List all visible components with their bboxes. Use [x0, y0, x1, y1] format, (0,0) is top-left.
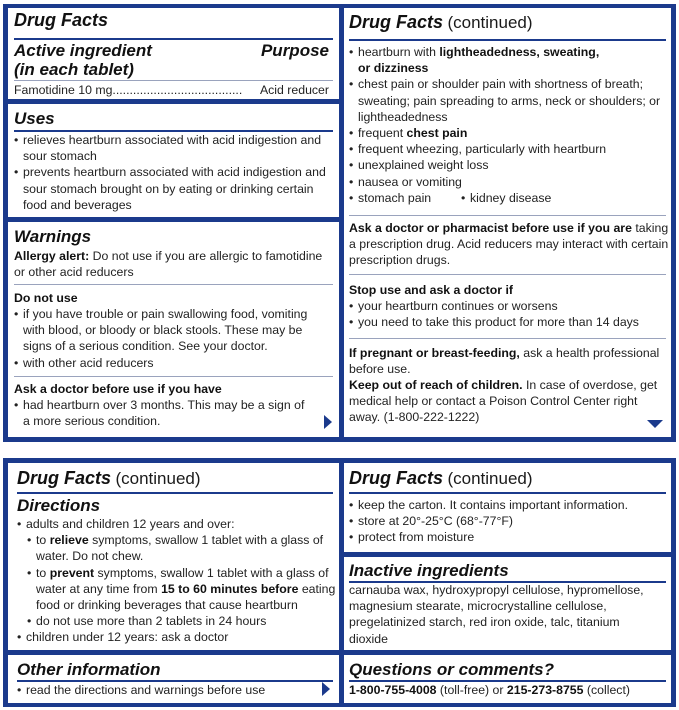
allergy-alert-label: Allergy alert: — [14, 249, 90, 263]
do-not-use-item: • with other acid reducers — [14, 355, 330, 371]
drug-facts-title: Drug Facts — [349, 468, 444, 488]
questions-card — [344, 655, 671, 703]
warning-item: • kidney disease — [461, 190, 551, 206]
pregnancy-warning: If pregnant or breast-feeding, ask a health professional before use. — [349, 346, 660, 377]
inactive-ingredients-text: carnauba wax, hydroxypropyl cellulose, hypromellose, magnesium stearate, microcrystalline cellulose, pregelatinized starch, red iron oxide, talc, titanium dioxide — [349, 583, 644, 646]
warning-item-pair — [349, 190, 667, 206]
inactive-ingredients-card — [344, 557, 671, 650]
warning-item: • chest pain or shoulder pain with shortness of breath; sweating; pain spreading to arms, neck or shoulders; or lightheadedness — [349, 76, 667, 125]
divider — [349, 274, 666, 275]
ask-doctor-heading: Ask a doctor before use if you have — [14, 382, 222, 396]
continued-label: (continued) — [115, 469, 201, 488]
warnings-card — [8, 222, 339, 437]
warning-item: • stomach pain — [349, 190, 461, 206]
continued-label: (continued) — [447, 13, 533, 32]
uses-card — [8, 104, 339, 217]
top-left-header-card — [8, 8, 339, 99]
uses-item: • prevents heartburn associated with acid indigestion and sour stomach brought on by eating or drinking certain food and beverages — [14, 164, 334, 213]
stop-use-heading: Stop use and ask a doctor if — [349, 283, 513, 297]
keep-out-of-reach: Keep out of reach of children. In case of overdose, get medical help or contact a Poison Control Center right away. (1-800-222-1222) — [349, 378, 658, 425]
directions-heading: Directions — [17, 496, 101, 515]
storage-item: • store at 20°-25°C (68°-77°F) — [349, 513, 667, 529]
divider — [17, 492, 333, 494]
drug-facts-title: Drug Facts — [349, 12, 444, 32]
directions-subitem: • to relieve symptoms, swallow 1 tablet with a glass of water. Do not chew. — [17, 532, 337, 564]
do-not-use-heading: Do not use — [14, 291, 78, 305]
other-information-item: • read the directions and warnings before use — [17, 682, 317, 698]
divider — [14, 284, 333, 285]
continue-arrow-icon — [322, 682, 330, 696]
ingredient-name: Famotidine 10 mg...................................... — [14, 83, 243, 97]
drug-facts-title: Drug Facts — [14, 10, 109, 30]
ask-pharmacist: Ask a doctor or pharmacist before use if you are taking a prescription drug. Acid reducers may interact with certain prescription drugs. — [349, 221, 669, 268]
warning-item: • frequent chest pain — [349, 125, 667, 141]
continue-arrow-icon — [647, 420, 663, 428]
storage-card — [344, 463, 671, 552]
questions-heading: Questions or comments? — [349, 660, 554, 679]
allergy-alert-text: Do not use if you are allergic to famotidine or other acid reducers — [14, 249, 323, 280]
warning-item: • unexplained weight loss — [349, 157, 667, 173]
directions-item: • children under 12 years: ask a doctor — [17, 629, 337, 645]
continued-label: (continued) — [447, 469, 533, 488]
do-not-use-item: • if you have trouble or pain swallowing food, vomiting with blood, or bloody or black stools. These may be signs of a serious condition. See your doctor. — [14, 306, 330, 355]
warning-item: • heartburn with lightheadedness, sweating, — [349, 44, 667, 60]
directions-item: • adults and children 12 years and over: — [17, 516, 337, 532]
directions-card — [8, 463, 339, 650]
active-ingredient-heading: Active ingredient — [14, 41, 152, 60]
divider — [349, 492, 666, 494]
divider — [349, 338, 666, 339]
ask-doctor-item: • had heartburn over 3 months. This may be a sign of a more serious condition. — [14, 397, 314, 429]
drug-facts-title: Drug Facts — [17, 468, 112, 488]
uses-item: • relieves heartburn associated with acid indigestion and sour stomach — [14, 132, 334, 164]
divider — [349, 39, 666, 41]
storage-item: • keep the carton. It contains important information. — [349, 497, 667, 513]
directions-subitem: • to prevent symptoms, swallow 1 tablet with a glass of water at any time from 15 to 60 minutes before eating food or drinking beverages that cause heartburn — [17, 565, 337, 614]
directions-subitem: • do not use more than 2 tablets in 24 hours — [17, 613, 337, 629]
warning-item-continued: or dizziness — [358, 61, 429, 76]
drug-facts-continued-header — [349, 12, 533, 33]
purpose-heading: Purpose — [260, 41, 329, 60]
stop-use-item: • your heartburn continues or worsens — [349, 298, 667, 314]
ingredient-purpose: Acid reducer — [259, 83, 329, 97]
inactive-ingredients-heading: Inactive ingredients — [349, 561, 509, 580]
warnings-heading: Warnings — [14, 227, 92, 246]
other-information-card — [8, 655, 339, 703]
collect-phone: 215-273-8755 — [506, 683, 584, 697]
toll-free-phone: 1-800-755-4008 — [349, 683, 437, 697]
divider — [14, 38, 333, 40]
drug-facts-continued-header — [349, 468, 533, 489]
storage-item: • protect from moisture — [349, 529, 667, 545]
allergy-alert — [14, 248, 336, 280]
drug-facts-continued-header — [17, 468, 201, 489]
warning-item: • frequent wheezing, particularly with heartburn — [349, 141, 667, 157]
divider — [14, 376, 333, 377]
uses-heading: Uses — [14, 109, 55, 128]
contact-phones: 1-800-755-4008 (toll-free) or 215-273-8755 (collect) — [349, 683, 630, 697]
divider — [14, 80, 333, 81]
stop-use-item: • you need to take this product for more than 14 days — [349, 314, 667, 330]
warning-item: • nausea or vomiting — [349, 174, 667, 190]
other-information-heading: Other information — [17, 660, 161, 679]
continue-arrow-icon — [324, 415, 332, 429]
active-ingredient-subheading: (in each tablet) — [14, 60, 134, 79]
top-right-card — [344, 8, 671, 437]
divider — [349, 215, 666, 216]
